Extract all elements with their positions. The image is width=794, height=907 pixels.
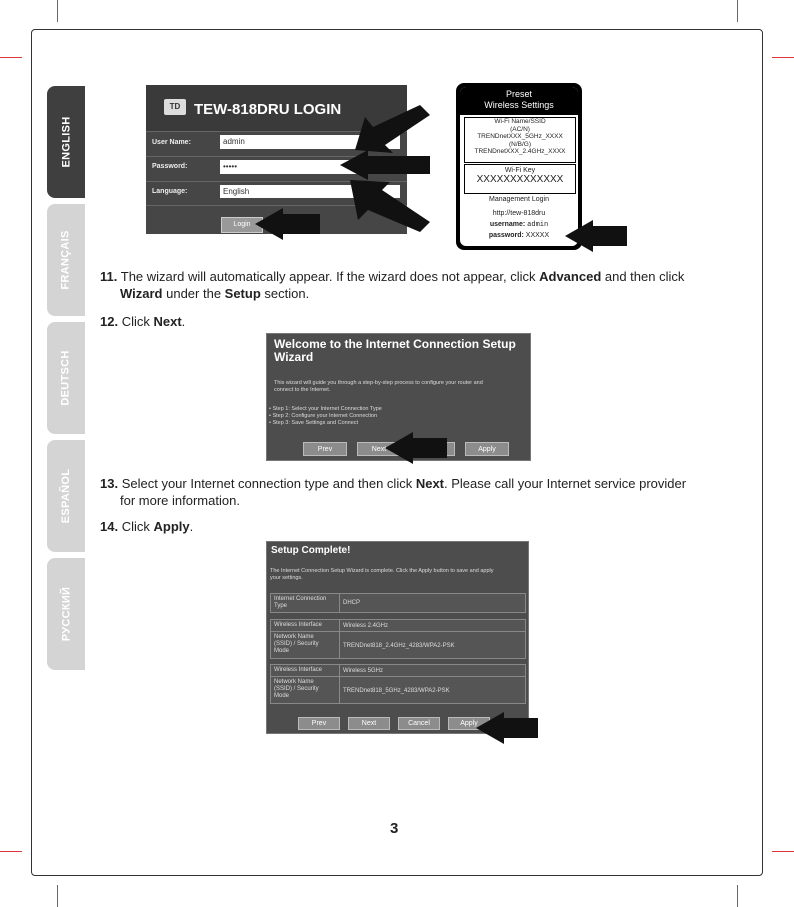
step-12: 12. Click Next. <box>100 314 186 329</box>
tab-english[interactable]: ENGLISH <box>47 86 85 198</box>
step-13: 13. Select your Internet connection type and then click Next. Please call your Internet service provider for more information. <box>100 476 687 508</box>
tab-francais[interactable]: FRANÇAIS <box>47 204 85 316</box>
arrow-card-icon <box>565 220 627 252</box>
wizard-apply-button[interactable]: Apply <box>465 442 509 456</box>
user-label: User Name: <box>152 139 191 146</box>
wireless-24-row: Wireless Interface Wireless 2.4GHz <box>270 619 526 633</box>
language-select[interactable]: English <box>220 185 400 198</box>
complete-description: The Internet Connection Setup Wizard is complete. Click the Apply button to save and apply your settings. <box>270 568 494 581</box>
password-input[interactable]: ••••• <box>220 160 400 174</box>
trendnet-logo-icon: TD <box>164 99 186 115</box>
arrow-login-icon <box>255 208 320 240</box>
complete-title: Setup Complete! <box>271 545 351 556</box>
language-label: Language: <box>152 188 188 195</box>
card-heading: Wireless Settings <box>484 100 554 110</box>
crop-mark <box>772 57 794 58</box>
connection-type-row: Internet Connection Type DHCP <box>270 593 526 613</box>
tab-deutsch[interactable]: DEUTSCH <box>47 322 85 434</box>
page-number: 3 <box>390 820 399 837</box>
arrow-user-icon <box>355 105 430 155</box>
wizard-prev-button[interactable]: Prev <box>303 442 347 456</box>
mgmt-password: password: XXXXX <box>488 232 550 239</box>
login-button[interactable]: Login <box>221 217 263 233</box>
network-24-row: Network Name (SSID) / Security Mode TRENDnet818_2.4GHz_4283/WPA2-PSK <box>270 631 526 659</box>
wizard-steps: • Step 1: Select your Internet Connection Type • Step 2: Configure your Internet Connection • Step 3: Save Settings and Connect <box>269 406 382 426</box>
card-heading: Preset <box>505 89 532 99</box>
wizard-description: This wizard will guide you through a step-by-step process to configure your router and connect to the Internet. <box>274 380 483 393</box>
tab-espanol[interactable]: ESPAÑOL <box>47 440 85 552</box>
mgmt-title: Management Login <box>489 196 549 203</box>
crop-mark <box>57 885 58 907</box>
ssid-box: Wi-Fi Name/SSID (AC/N) TRENDnetXXX_5GHz_XXXX (N/B/G) TRENDnetXXX_2.4GHz_XXXX <box>464 117 576 163</box>
complete-apply-button[interactable]: Apply <box>448 717 490 730</box>
mgmt-url: http://tew-818dru <box>492 210 546 217</box>
step-14: 14. Click Apply. <box>100 519 194 534</box>
step-11: 11. The wizard will automatically appear. If the wizard does not appear, click Advanced and then click Wizard under the Setup section. <box>100 269 685 301</box>
preset-card <box>456 83 582 250</box>
wizard-next-button[interactable]: Next <box>357 442 401 456</box>
arrow-password-icon <box>340 150 430 180</box>
login-title: TEW-818DRU LOGIN <box>194 101 342 118</box>
tab-russian[interactable]: РУССКИЙ <box>47 558 85 670</box>
crop-mark <box>0 57 22 58</box>
crop-mark <box>737 885 738 907</box>
complete-screenshot <box>266 541 529 734</box>
arrow-apply-icon <box>476 712 538 744</box>
mgmt-username: username: admin <box>489 221 549 229</box>
complete-prev-button[interactable]: Prev <box>298 717 340 730</box>
crop-mark <box>57 0 58 22</box>
wizard-title: Welcome to the Internet Connection Setup Wizard <box>274 337 516 364</box>
password-label: Password: <box>152 163 188 170</box>
crop-mark <box>772 851 794 852</box>
arrow-language-icon <box>350 180 430 232</box>
complete-next-button[interactable]: Next <box>348 717 390 730</box>
network-5-row: Network Name (SSID) / Security Mode TRENDnet818_5GHz_4283/WPA2-PSK <box>270 676 526 704</box>
crop-mark <box>737 0 738 22</box>
arrow-next-icon <box>385 432 447 464</box>
crop-mark <box>0 851 22 852</box>
key-box: Wi-Fi Key XXXXXXXXXXXXX <box>464 164 576 194</box>
user-input[interactable]: admin <box>220 135 400 149</box>
wireless-5-row: Wireless Interface Wireless 5GHz <box>270 664 526 678</box>
complete-cancel-button[interactable]: Cancel <box>398 717 440 730</box>
